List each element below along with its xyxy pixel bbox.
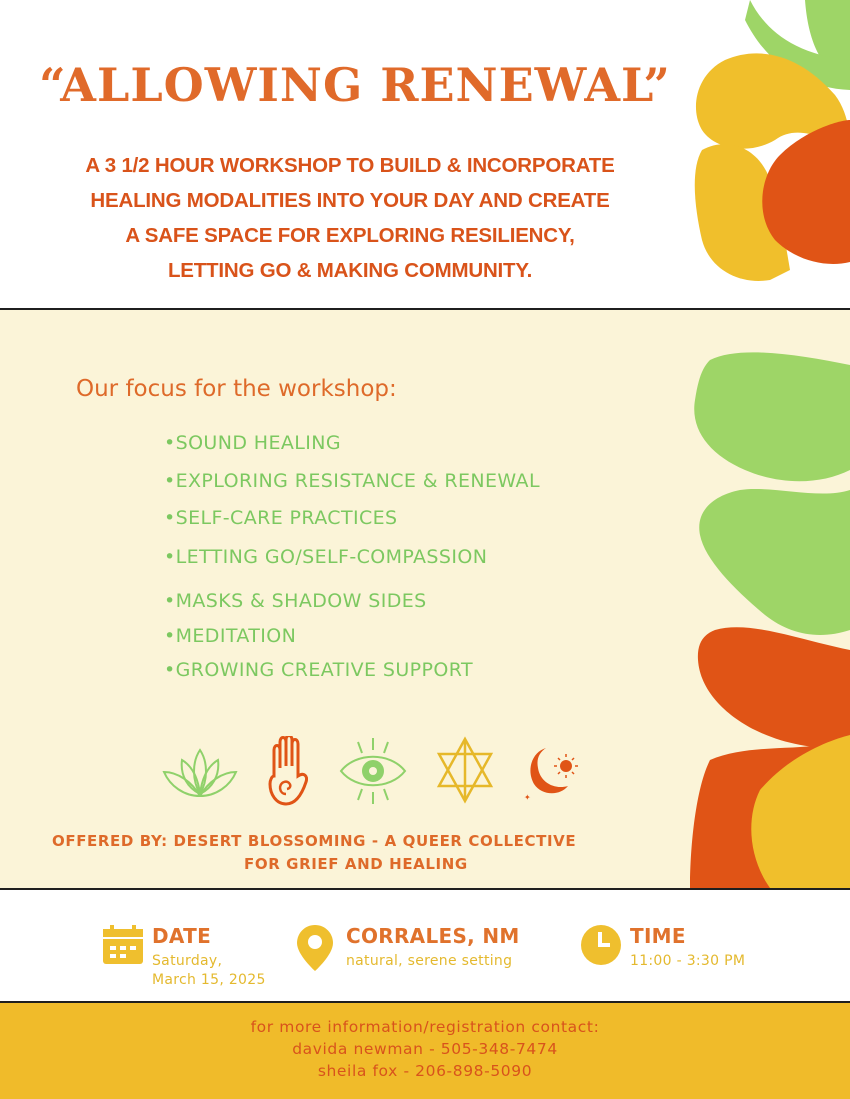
location-label: CORRALES, NM xyxy=(346,924,520,948)
date-label: DATE xyxy=(152,924,212,948)
description-line: LETTING GO & MAKING COMMUNITY. xyxy=(167,259,533,282)
decorative-blob-top xyxy=(690,0,850,308)
offered-by-line: OFFERED BY: DESERT BLOSSOMING - A QUEER COLLECTIVE xyxy=(52,832,577,850)
clock-icon xyxy=(580,924,622,966)
location-detail: natural, serene setting xyxy=(346,953,513,969)
list-item: •EXPLORING RESISTANCE & RENEWAL xyxy=(164,470,540,492)
lotus-icon xyxy=(162,742,238,802)
offered-by xyxy=(52,830,712,876)
offered-by-line: FOR GRIEF AND HEALING xyxy=(244,855,468,873)
description-line: HEALING MODALITIES INTO YOUR DAY AND CREATE xyxy=(90,189,610,212)
focus-section xyxy=(0,310,850,888)
event-info xyxy=(0,890,850,1001)
page-title: “ALLOWING RENEWAL” xyxy=(39,58,671,112)
header-section xyxy=(0,0,850,308)
decorative-blob-side xyxy=(690,350,850,888)
list-item: •GROWING CREATIVE SUPPORT xyxy=(164,659,473,681)
hamsa-hand-icon xyxy=(266,736,308,808)
calendar-icon xyxy=(102,925,144,965)
list-item: •SELF-CARE PRACTICES xyxy=(164,507,398,529)
eye-icon xyxy=(338,736,408,806)
time-detail: 11:00 - 3:30 PM xyxy=(630,953,746,969)
contact-line: davida newman - 505-348-7474 xyxy=(292,1040,558,1058)
svg-text:✦: ✦ xyxy=(524,793,531,802)
list-item: •LETTING GO/SELF-COMPASSION xyxy=(164,546,488,568)
date-detail: March 15, 2025 xyxy=(152,972,266,988)
list-item: •MASKS & SHADOW SIDES xyxy=(164,590,427,612)
moon-sun-icon xyxy=(520,740,580,804)
location-pin-icon xyxy=(296,924,334,972)
contact-line: sheila fox - 206-898-5090 xyxy=(317,1062,533,1080)
workshop-description xyxy=(40,148,660,288)
contact-line: for more information/registration contact: xyxy=(250,1018,600,1036)
star-of-david-icon xyxy=(436,736,494,804)
list-item: •MEDITATION xyxy=(164,625,297,647)
description-line: A SAFE SPACE FOR EXPLORING RESILIENCY, xyxy=(125,224,575,247)
time-label: TIME xyxy=(630,924,686,948)
symbol-icons xyxy=(162,742,592,812)
description-line: A 3 1/2 HOUR WORKSHOP TO BUILD & INCORPORATE xyxy=(85,154,615,177)
date-detail: Saturday, xyxy=(152,953,223,969)
contact-footer xyxy=(0,1003,850,1099)
list-item: •SOUND HEALING xyxy=(164,432,342,454)
focus-heading: Our focus for the workshop: xyxy=(76,376,397,402)
